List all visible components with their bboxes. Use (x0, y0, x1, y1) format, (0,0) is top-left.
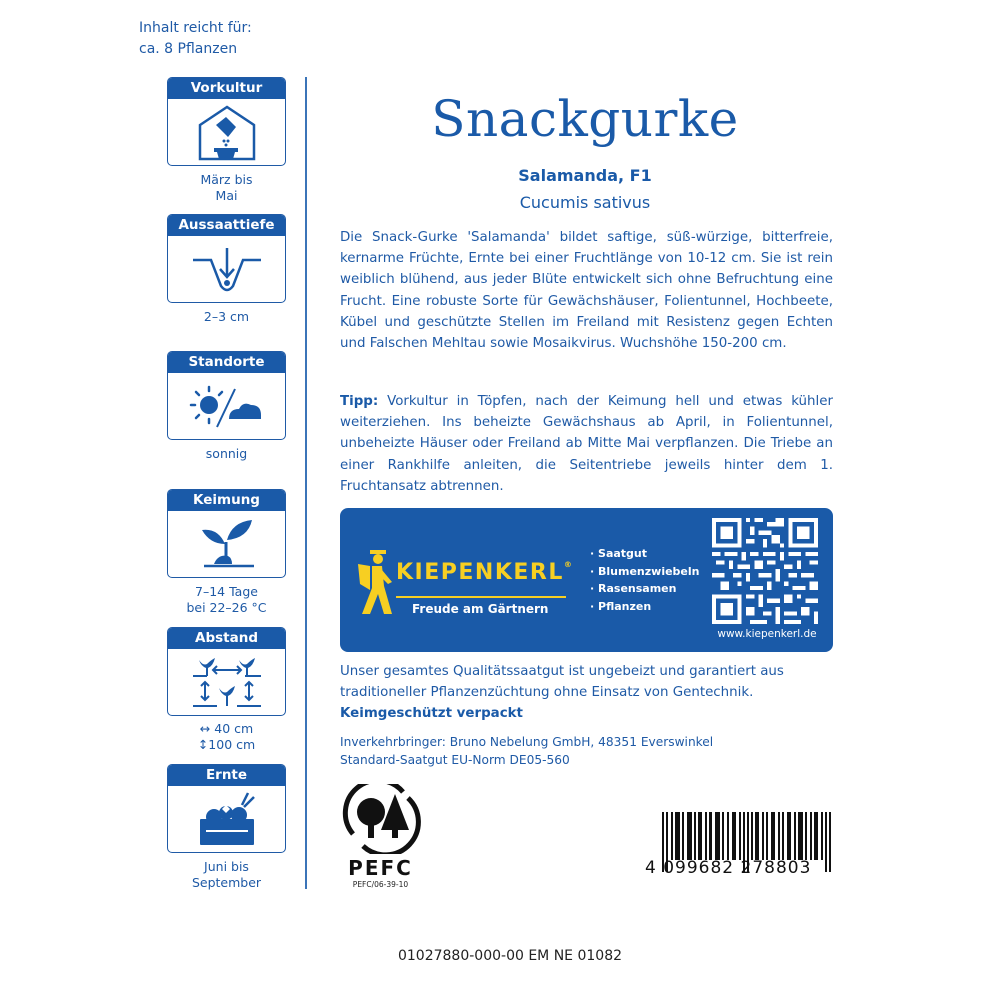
brand-product-item: · Rasensamen (590, 580, 700, 598)
brand-name: KIEPENKERL® (396, 560, 574, 585)
legal-info (340, 733, 840, 769)
card-caption: sonnig (205, 446, 248, 461)
brand-product-list (590, 545, 700, 615)
vertical-divider (305, 77, 307, 889)
product-title: Snackgurke (431, 90, 739, 148)
tip-text: Vorkultur in Töpfen, nach der Keimung hell und etwas kühler weiterziehen. Ins beheizte Gewächshaus ab April, in Folientunnel, unbeheizte Häuser oder Freiland ab Mitte Mai verpflanzen. Die Triebe an einer Rankhilfe anleiten, die Seitentriebe jeweils hinter dem 1. Fruchtansatz abtrennen. (340, 394, 833, 494)
content-note (139, 18, 252, 60)
footer-article-code: 01027880-000-00 EM NE 01082 (397, 948, 623, 964)
distributor-text: Inverkehrbringer: Bruno Nebelung GmbH, 48351 Everswinkel (340, 735, 714, 749)
quality-statement (340, 661, 840, 724)
plant-spacing-icon (168, 649, 285, 715)
card-vorkultur (167, 77, 286, 166)
card-caption: 2–3 cm (203, 309, 250, 324)
card-standorte (167, 351, 286, 440)
pefc-trees-icon (333, 784, 428, 854)
card-caption: 7–14 Tage bei 22–26 °C (186, 584, 267, 615)
hiker-logo-icon (356, 548, 396, 618)
card-header: Aussaattiefe (168, 215, 285, 236)
sowing-depth-icon (168, 236, 285, 302)
card-aussaattiefe (167, 214, 286, 303)
brand-product-item: · Saatgut (590, 545, 700, 563)
card-header: Keimung (168, 490, 285, 511)
card-ernte (167, 764, 286, 853)
seedling-icon (168, 511, 285, 577)
card-caption: Juni bis September (191, 859, 262, 890)
product-description: Die Snack-Gurke 'Salamanda' bildet saftige, süß-würzige, bitterfreie, kernarme Früchte, Ernte bei einer Fruchtlänge von 10-12 cm. Sie ist rein weiblich blühend, aus jeder Blüte entwickelt sich ohne Befruchtung eine Frucht. Eine robuste Sorte für Gewächshäuser, Folientunnel, Hochbeete, Kübel und geschützte Stellen im Freiland mit Resistenz gegen Echten und Falschen Mehltau sowie Mosaikvirus. Wuchshöhe 150-200 cm. (340, 230, 833, 352)
card-header: Standorte (168, 352, 285, 373)
barcode-number: 4 099682 278803 (645, 858, 812, 878)
card-caption: ↔ 40 cm ↕100 cm (197, 721, 256, 752)
pefc-label: PEFC (348, 856, 413, 880)
content-note-line-1: Inhalt reicht für: (139, 20, 252, 36)
pefc-code: PEFC/06-39-10 (352, 880, 409, 889)
qr-code-icon[interactable] (712, 518, 818, 624)
tip-label: Tipp: (340, 394, 379, 409)
product-variety: Salamanda, F1 (518, 166, 652, 185)
card-header: Vorkultur (168, 78, 285, 99)
content-note-line-2: ca. 8 Pflanzen (139, 41, 238, 57)
brand-banner (340, 508, 833, 652)
card-header: Ernte (168, 765, 285, 786)
brand-url-link[interactable]: www.kiepenkerl.de (717, 628, 817, 640)
brand-slogan: Freude am Gärtnern (412, 602, 549, 616)
card-abstand (167, 627, 286, 716)
pefc-logo (333, 784, 428, 889)
packaging-note: Keimgeschützt verpackt (340, 706, 523, 721)
brand-product-item: · Blumenzwiebeln (590, 563, 700, 581)
card-header: Abstand (168, 628, 285, 649)
greenhouse-sowing-icon (168, 99, 285, 165)
brand-product-item: · Pflanzen (590, 598, 700, 616)
card-keimung (167, 489, 286, 578)
seed-standard-text: Standard-Saatgut EU-Norm DE05-560 (340, 753, 570, 767)
product-latin-name: Cucumis sativus (519, 193, 651, 212)
growing-tip (340, 391, 833, 497)
harvest-crate-icon (168, 786, 285, 852)
card-caption: März bis Mai (200, 172, 253, 203)
brand-underline (396, 596, 566, 598)
sun-cloud-icon (168, 373, 285, 439)
quality-text: Unser gesamtes Qualitätssaatgut ist ungebeizt und garantiert aus traditioneller Pflanzenzüchtung ohne Einsatz von Gentechnik. (340, 664, 784, 700)
